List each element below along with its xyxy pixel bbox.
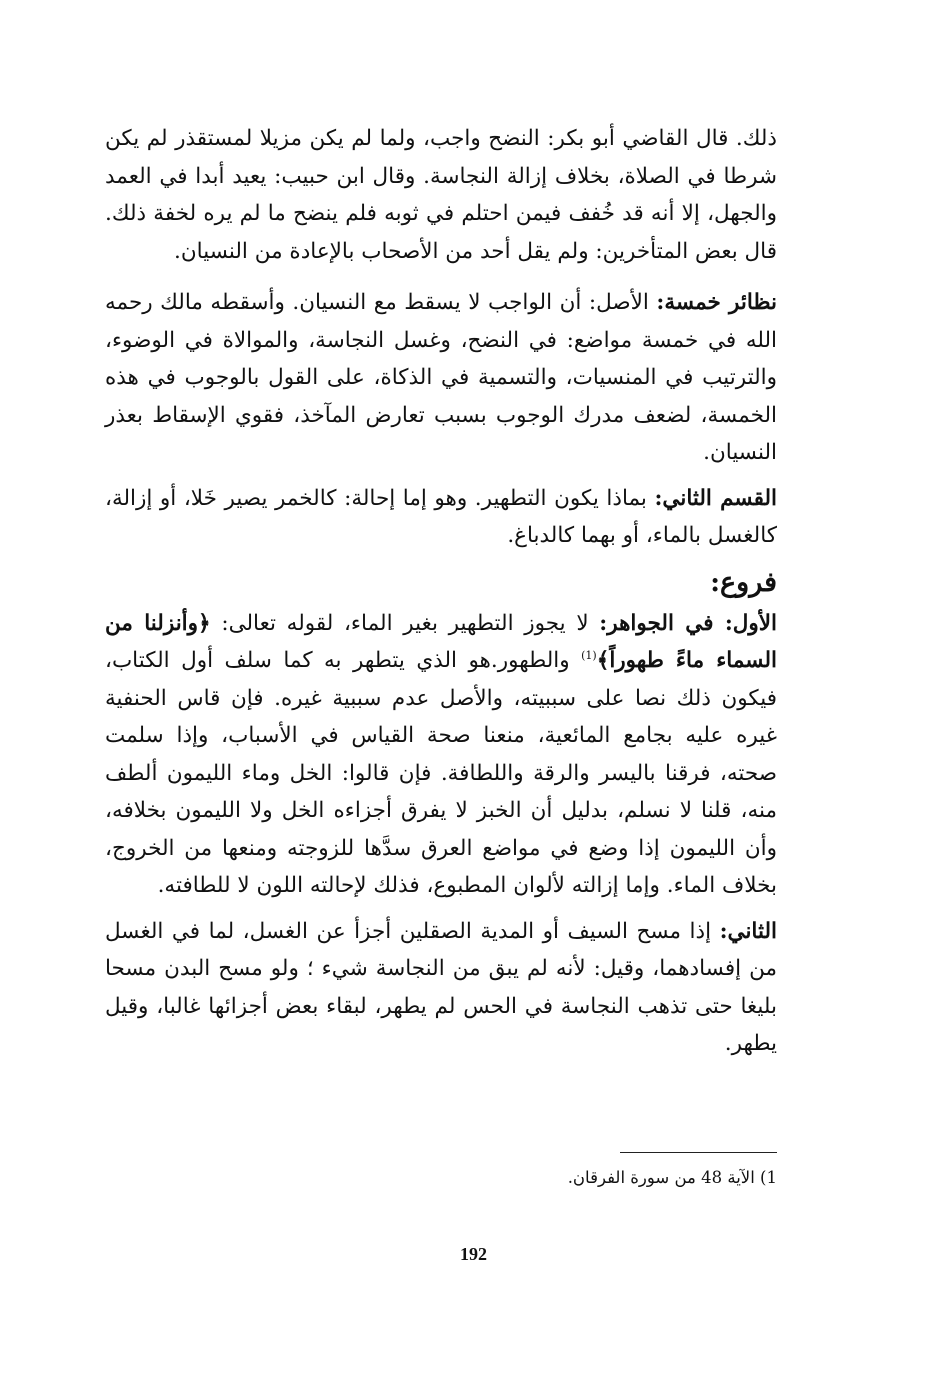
page-number: 192 (460, 1244, 487, 1264)
section-heading: فروع: (710, 566, 777, 598)
paragraph-second-section (105, 480, 777, 555)
paragraph-intro (105, 120, 777, 270)
footnote-marker: (1) (581, 648, 597, 662)
page-body (105, 120, 777, 1063)
paragraph-second-section-lead: القسم الثاني: (654, 485, 778, 511)
branch-second-text: إذا مسح السيف أو المدية الصقلين أجزأ عن الغسل، لما في الغسل من إفسادهما، وقيل: لأنه لم يبق من النجاسة شيء ؛ ولو مسح البدن مسحا بليغا حتى تذهب النجاسة في الحس لم يطهر، لبقاء بعض أجزائها غالبا، وقيل يطهر. (105, 918, 777, 1056)
branch-second-lead: الثاني: (719, 918, 777, 944)
paragraph-five-analogues-text: الأصل: أن الواجب لا يسقط مع النسيان. وأسقطه مالك رحمه الله في خمسة مواضع: في النضح، وغسل النجاسة، والموالاة في الوضوء، والترتيب في المنسيات، والتسمية في الذكاة، على القول بالوجوب في هذه الخمسة، لضعف مدرك الوجوب بسبب تعارض المآخذ، فقوي الإسقاط بعذر النسيان. (105, 290, 777, 465)
footnote: 1) الآية 48 من سورة الفرقان. (567, 1168, 777, 1187)
branch-first-intro: لا يجوز التطهير بغير الماء، لقوله تعالى: (210, 610, 600, 636)
branch-first (105, 605, 777, 905)
paragraph-second-section-text: بماذا يكون التطهير. وهو إما إحالة: كالخمر يصير خَلا، أو إزالة، كالغسل بالماء، أو بهما كالدباغ. (105, 485, 777, 548)
paragraph-five-analogues-lead: نظائر خمسة: (656, 290, 777, 315)
footnote-separator (620, 1152, 777, 1153)
branch-first-lead: الأول: في الجواهر: (599, 610, 777, 636)
branch-first-text: والطهور.هو الذي يتطهر به كما سلف أول الكتاب، فيكون ذلك نصا على سببيته، والأصل عدم سببية غيره. فإن قاس الحنفية غيره عليه بجامع المائعية، منعنا صحة القياس في الأسباب، وإذا سلمت صحته، فرقنا باليسر والرقة واللطافة. فإن قالوا: الخل وماء الليمون ألطف منه، قلنا لا نسلم، بدليل أن الخبز لا يفرق أجزاءه الخل ولا الليمون بخلافه، وأن الليمون إذا وضع في مواضع العرق سدَّها للزوجته ومنعها من الخروج، بخلاف الماء. وإما إزالته لألوان المطبوع، فذلك لإحالته اللون لا للطافته. (105, 648, 777, 898)
paragraph-five-analogues (105, 284, 777, 472)
branch-second (105, 913, 777, 1063)
paragraph-intro-text: ذلك. قال القاضي أبو بكر: النضح واجب، ولما لم يكن مزيلا لمستقذر لم يكن شرطا في الصلاة، بخلاف إزالة النجاسة. وقال ابن حبيب: يعيد أبدا في العمد والجهل، إلا أنه قد خُفف فيمن احتلم في ثوبه فلم ينضح ما لم يره لخفة ذلك. قال بعض المتأخرين: ولم يقل أحد من الأصحاب بالإعادة من النسيان. (105, 126, 777, 264)
quran-quote: ﴿وأنزلنا من السماء ماءً طهوراً﴾ (105, 610, 777, 673)
